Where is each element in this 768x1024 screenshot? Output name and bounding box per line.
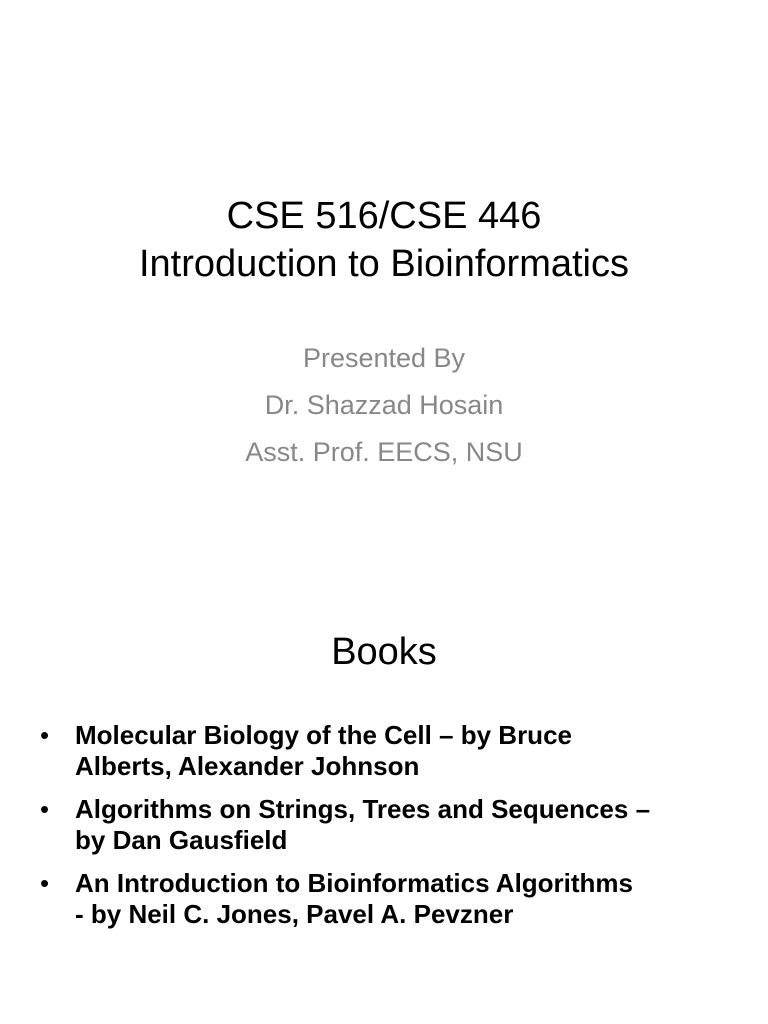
book-author-line: by Dan Gausfield <box>75 825 288 855</box>
book-item <box>40 794 740 856</box>
slide-subtitle <box>0 335 768 476</box>
book-list <box>40 720 740 942</box>
course-code: CSE 516/CSE 446 <box>226 195 542 237</box>
slide-title <box>0 192 768 288</box>
course-name: Introduction to Bioinformatics <box>138 243 629 285</box>
bullet-icon: • <box>40 868 50 898</box>
bullet-icon: • <box>40 794 50 824</box>
presenter-affiliation: Asst. Prof. EECS, NSU <box>245 437 523 467</box>
books-slide <box>0 576 768 1024</box>
book-author-line: - by Neil C. Jones, Pavel A. Pevzner <box>75 899 514 929</box>
book-title-line: An Introduction to Bioinformatics Algorithms <box>75 868 634 898</box>
book-title-line: Molecular Biology of the Cell – by Bruce <box>75 720 572 750</box>
book-item <box>40 720 740 782</box>
book-title-line: Algorithms on Strings, Trees and Sequences – <box>75 794 651 824</box>
presenter-name: Dr. Shazzad Hosain <box>264 390 504 420</box>
book-author-line: Alberts, Alexander Johnson <box>75 751 420 781</box>
books-heading: Books <box>331 631 437 673</box>
book-item <box>40 868 740 930</box>
presented-by-label: Presented By <box>302 343 466 373</box>
bullet-icon: • <box>40 720 50 750</box>
